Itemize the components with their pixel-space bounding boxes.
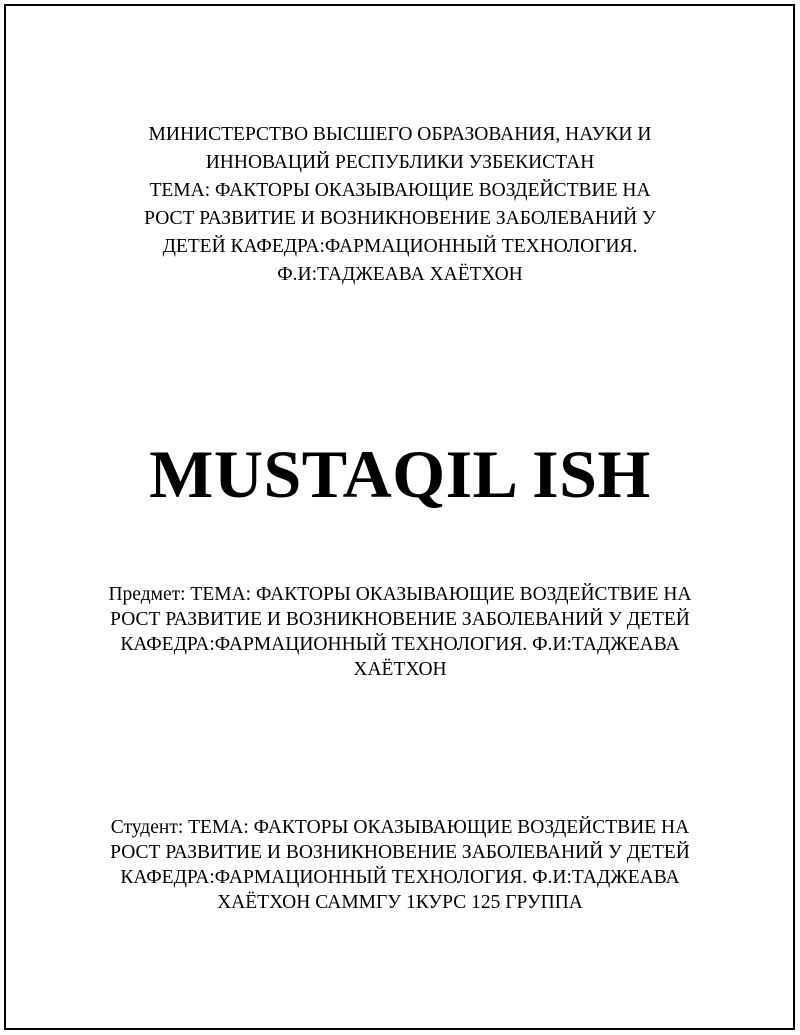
header-line: ТЕМА: ФАКТОРЫ ОКАЗЫВАЮЩИЕ ВОЗДЕЙСТВИЕ НА xyxy=(149,180,651,201)
header-line: Ф.И:ТАДЖЕАВА ХАЁТХОН xyxy=(277,264,523,285)
student-line: Студент: ТЕМА: ФАКТОРЫ ОКАЗЫВАЮЩИЕ ВОЗДЕЙСТВИЕ НА xyxy=(110,817,690,838)
header-line: МИНИСТЕРСТВО ВЫСШЕГО ОБРАЗОВАНИЯ, НАУКИ И xyxy=(148,124,652,145)
ministry-header xyxy=(0,121,800,289)
subject-line: КАФЕДРА:ФАРМАЦИОННЫЙ ТЕХНОЛОГИЯ. Ф.И:ТАДЖЕАВА xyxy=(120,634,680,655)
subject-line: ХАЁТХОН xyxy=(353,659,447,680)
header-line: ИННОВАЦИЙ РЕСПУБЛИКИ УЗБЕКИСТАН xyxy=(205,152,595,173)
subject-block xyxy=(0,582,800,682)
header-line: ДЕТЕЙ КАФЕДРА:ФАРМАЦИОННЫЙ ТЕХНОЛОГИЯ. xyxy=(162,236,638,257)
student-line: РОСТ РАЗВИТИЕ И ВОЗНИКНОВЕНИЕ ЗАБОЛЕВАНИЙ У ДЕТЕЙ xyxy=(110,842,690,863)
header-line: РОСТ РАЗВИТИЕ И ВОЗНИКНОВЕНИЕ ЗАБОЛЕВАНИЙ У xyxy=(144,208,656,229)
subject-line: Предмет: ТЕМА: ФАКТОРЫ ОКАЗЫВАЮЩИЕ ВОЗДЕЙСТВИЕ НА xyxy=(108,584,692,605)
student-line: КАФЕДРА:ФАРМАЦИОННЫЙ ТЕХНОЛОГИЯ. Ф.И:ТАДЖЕАВА xyxy=(120,867,680,888)
page-title: MUSTAQIL ISH xyxy=(149,436,651,512)
subject-line: РОСТ РАЗВИТИЕ И ВОЗНИКНОВЕНИЕ ЗАБОЛЕВАНИЙ У ДЕТЕЙ xyxy=(110,609,690,630)
student-line: ХАЁТХОН САММГУ 1КУРС 125 ГРУППА xyxy=(217,892,583,913)
student-block xyxy=(0,815,800,915)
